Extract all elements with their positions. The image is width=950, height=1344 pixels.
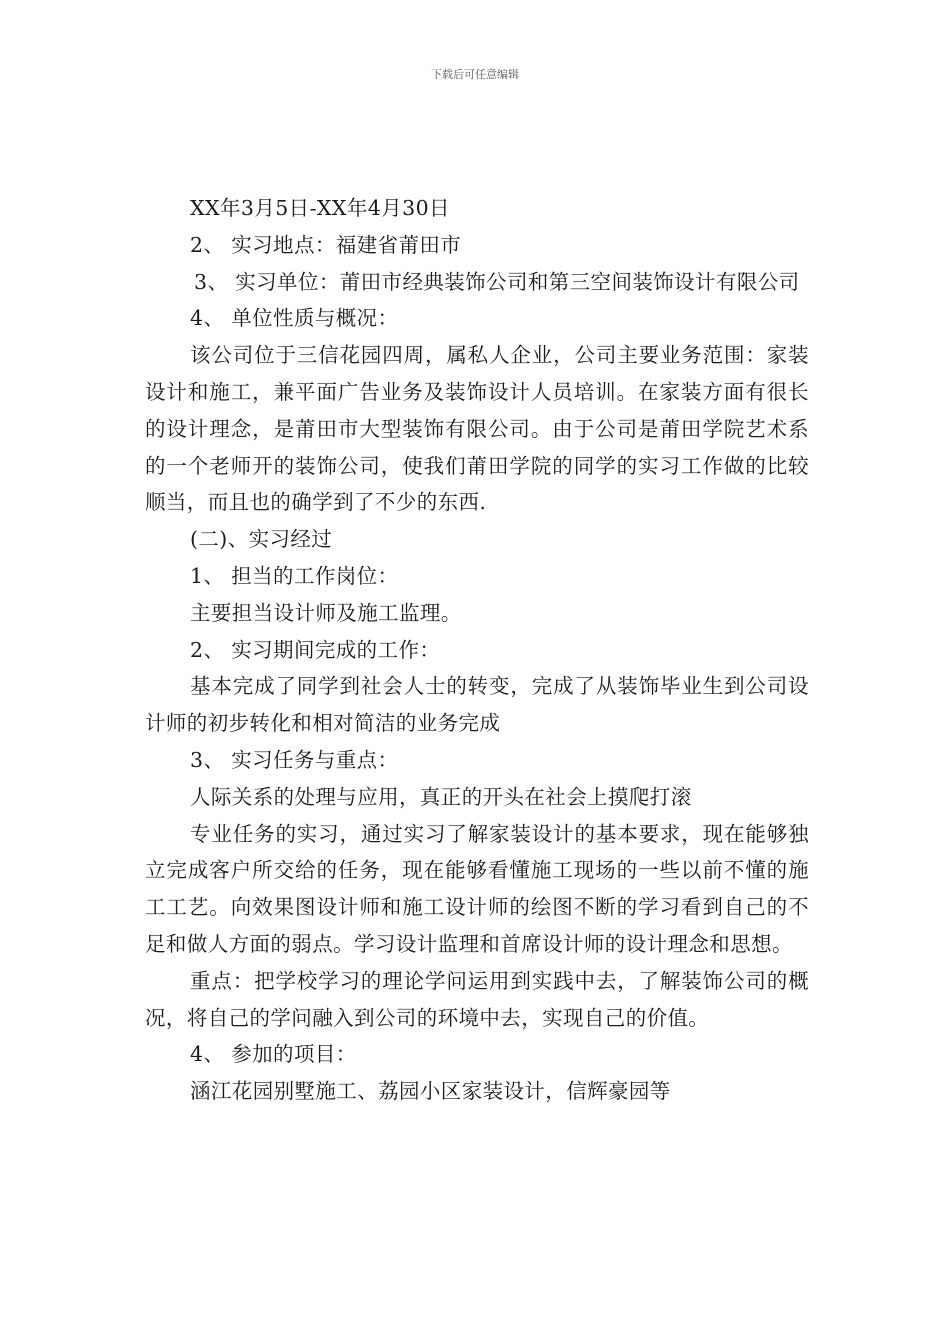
document-body	[145, 190, 809, 1110]
internship-location: 2、 实习地点：福建省莆田市	[190, 232, 462, 257]
section-heading-process: (二)、实习经过	[190, 527, 333, 552]
tasks-key-points: 重点：把学校学习的理论学问运用到实践中去，了解装饰公司的概况，将自己的学问融入到公司的环境中去，实现自己的价值。	[145, 968, 809, 1030]
tasks-interpersonal: 人际关系的处理与应用，真正的开头在社会上摸爬打滚	[190, 784, 692, 809]
tasks-heading: 3、 实习任务与重点：	[190, 747, 399, 772]
completed-work-text: 基本完成了同学到社会人士的转变，完成了从装饰毕业生到公司设计师的初步转化和相对简洁的业务完成	[145, 674, 809, 736]
projects-heading: 4、 参加的项目：	[190, 1042, 357, 1067]
tasks-professional: 专业任务的实习，通过实习了解家装设计的基本要求，现在能够独立完成客户所交给的任务，现在能够看懂施工现场的一些以前不懂的施工工艺。向效果图设计师和施工设计师的绘图不断的学习看到自己的不足和做人方面的弱点。学习设计监理和首席设计师的设计理念和思想。	[145, 821, 809, 956]
company-nature-heading: 4、 单位性质与概况：	[190, 306, 399, 331]
job-position-text: 主要担当设计师及施工监理。	[190, 600, 462, 625]
internship-company: 3、 实习单位：莆田市经典装饰公司和第三空间装饰设计有限公司	[194, 269, 800, 294]
header-note: 下载后可任意编辑	[431, 68, 519, 81]
date-range-line: XX年3月5日-XX年4月30日	[190, 196, 450, 220]
company-overview: 该公司位于三信花园四周，属私人企业，公司主要业务范围：家装设计和施工，兼平面广告业务及装饰设计人员培训。在家装方面有很长的设计理念，是莆田市大型装饰有限公司。由于公司是莆田学院艺术系的一个老师开的装饰公司，使我们莆田学院的同学的实习工作做的比较顺当，而且也的确学到了不少的东西.	[145, 343, 809, 515]
completed-work-heading: 2、 实习期间完成的工作：	[190, 637, 441, 662]
job-position-heading: 1、 担当的工作岗位：	[190, 563, 399, 588]
projects-list: 涵江花园别墅施工、荔园小区家装设计，信辉豪园等	[190, 1079, 671, 1104]
